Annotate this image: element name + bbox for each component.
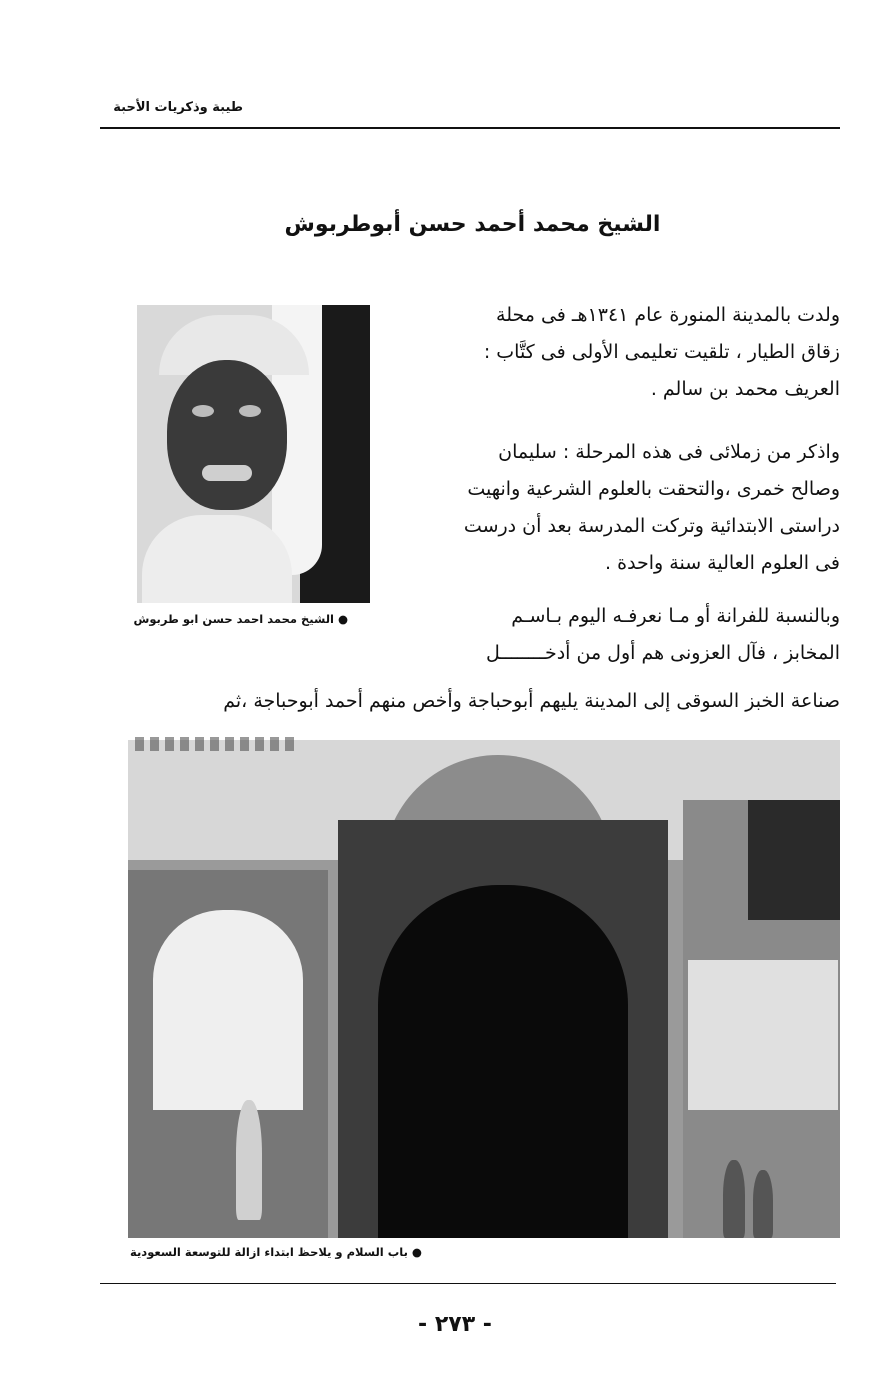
photo-right-wall bbox=[688, 960, 838, 1110]
text-line: دراستى الابتدائية وتركت المدرسة بعد أن درست bbox=[463, 515, 840, 537]
running-header: طيبة وذكريات الأحبة bbox=[113, 100, 243, 115]
portrait-eye bbox=[239, 405, 261, 417]
photo-torn-edge bbox=[135, 737, 295, 751]
text-line: المخابز ، فآل العزونى هم أول من أدخــــــــل bbox=[486, 642, 840, 664]
portrait-robe bbox=[142, 515, 292, 603]
text-line: واذكر من زملائى فى هذه المرحلة : سليمان bbox=[498, 441, 840, 463]
page-number: - ٢٧٣ - bbox=[418, 1312, 492, 1337]
text-line-full-width: صناعة الخبز السوقى إلى المدينة يليهم أبوحباجة وأخص منهم أحمد أبوحباجة ،ثم bbox=[223, 690, 840, 712]
portrait-mouth bbox=[202, 465, 252, 481]
portrait-caption: ● الشيخ محمد احمد حسن ابو طربوش bbox=[133, 612, 348, 626]
paragraph-bakeries bbox=[405, 598, 840, 672]
photo-left-arch bbox=[153, 910, 303, 1110]
photo-person bbox=[236, 1100, 262, 1220]
text-line: فى العلوم العالية سنة واحدة . bbox=[605, 552, 840, 574]
photo-person bbox=[723, 1160, 745, 1238]
bab-al-salam-photo bbox=[128, 740, 840, 1238]
text-line: ولدت بالمدينة المنورة عام ١٣٤١هـ فى محلة bbox=[496, 304, 840, 326]
photo-caption: ● باب السلام و يلاحظ ابتداء ازالة للتوسعة السعودية bbox=[130, 1245, 422, 1259]
portrait-photo bbox=[137, 305, 370, 603]
photo-person bbox=[753, 1170, 773, 1238]
paragraph-birth bbox=[405, 297, 840, 408]
article-title: الشيخ محمد أحمد حسن أبوطربوش bbox=[284, 212, 661, 237]
footer-rule bbox=[100, 1283, 836, 1284]
photo-window bbox=[748, 800, 840, 920]
header-rule bbox=[100, 127, 840, 129]
paragraph-schooling bbox=[405, 434, 840, 582]
text-line: وبالنسبة للفرانة أو مـا نعرفـه اليوم بـاسـم bbox=[511, 605, 840, 627]
text-line: زقاق الطيار ، تلقيت تعليمى الأولى فى كتَّاب : bbox=[483, 341, 840, 363]
portrait-eye bbox=[192, 405, 214, 417]
text-line: العريف محمد بن سالم . bbox=[650, 378, 840, 400]
text-line: وصالح خمرى ،والتحقت بالعلوم الشرعية وانهيت bbox=[467, 478, 840, 500]
photo-gate-door bbox=[378, 885, 628, 1238]
portrait-face bbox=[167, 360, 287, 510]
